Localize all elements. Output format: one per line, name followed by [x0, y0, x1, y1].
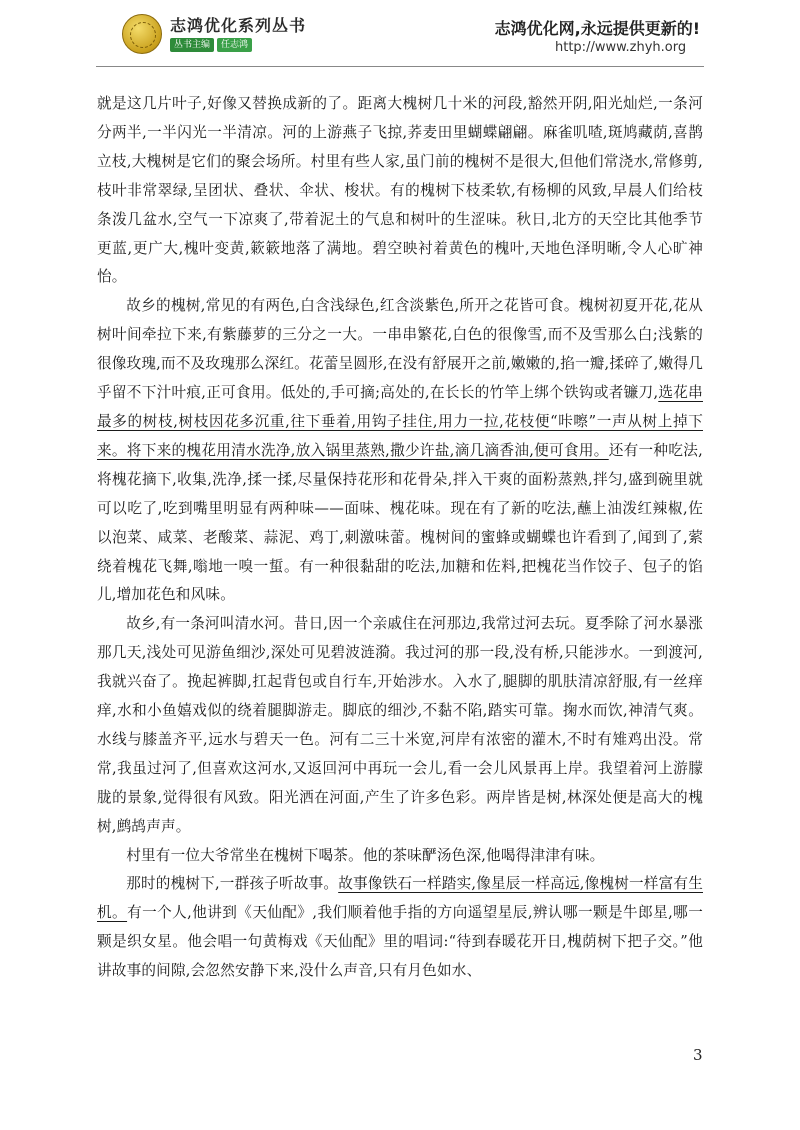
- body-paragraph: [97, 870, 703, 986]
- body-paragraph: [97, 842, 703, 871]
- paragraph-text: 故乡的槐树,常见的有两色,白含浅绿色,红含淡紫色,所开之花皆可食。槐树初夏开花,花从树叶间牵拉下来,有紫藤萝的三分之一大。一串串繁花,白色的很像雪,而不及雪那么白;浅紫的很像玫瑰,而不及玫瑰那么深红。花蕾呈圆形,在没有舒展开之前,嫩嫩的,掐一瓣,揉碎了,嫩得几乎留不下汁叶痕,正可食用。低处的,手可摘;高处的,在长长的竹竿上绑个铁钩或者镰刀,: [97, 297, 703, 402]
- paragraph-text: 故乡,有一条河叫清水河。昔日,因一个亲戚住在河那边,我常过河去玩。夏季除了河水暴涨那几天,浅处可见游鱼细沙,深处可见碧波涟漪。我过河的那一段,没有桥,只能涉水。一到渡河,我就兴奋了。挽起裤脚,扛起背包或自行车,开始涉水。入水了,腿脚的肌肤清凉舒服,有一丝痒痒,水和小鱼嬉戏似的绕着腿脚游走。脚底的细沙,不黏不陷,踏实可靠。掬水而饮,神清气爽。水线与膝盖齐平,远水与碧天一色。河有二三十米宽,河岸有浓密的灌木,不时有雉鸡出没。常常,我虽过河了,但喜欢这河水,又返回河中再玩一会儿,看一会儿风景再上岸。我望着河上游朦胧的景象,觉得很有风致。阳光洒在河面,产生了许多色彩。两岸皆是树,林深处便是高大的槐树,鹧鸪声声。: [97, 615, 703, 835]
- site-slogan: 志鸿优化网,永远提供更新的!: [494, 19, 700, 38]
- paragraph-text: 就是这几片叶子,好像又替换成新的了。距离大槐树几十米的河段,豁然开阴,阳光灿烂,一条河分两半,一半闪光一半清凉。河的上游燕子飞掠,荞麦田里蝴蝶翩翩。麻雀叽喳,斑鸠藏荫,喜鹊立枝,大槐树是它们的聚会场所。村里有些人家,虽门前的槐树不是很大,但他们常浇水,常修剪,枝叶非常翠绿,呈团状、叠状、伞状、梭状。有的槐树下枝柔软,有杨柳的风致,早晨人们给枝条泼几盆水,空气一下凉爽了,带着泥土的气息和树叶的生涩味。秋日,北方的天空比其他季节更蓝,更广大,槐叶变黄,簌簌地落了满地。碧空映衬着黄色的槐叶,天地色泽明晰,令人心旷神怡。: [97, 95, 703, 286]
- paragraph-text: 有一个人,他讲到《天仙配》,我们顺着他手指的方向遥望星辰,辨认哪一颗是牛郎星,哪一颗是织女星。他会唱一句黄梅戏《天仙配》里的唱词:“待到春暖花开日,槐荫树下把子交。”他讲故事的间隙,会忽然安静下来,没什么声音,只有月色如水、: [97, 904, 704, 980]
- page-header: [0, 0, 800, 70]
- underlined-sentence: 选花串最多的树枝,树枝因花多沉重,往下垂着,用钩子挂住,用力一拉,花枝便“咔嚓”一声从树上掉下来。将下来的槐花用清水洗净,放入锅里蒸熟,撒少许盐,滴几滴香油,便可食用。: [97, 384, 703, 459]
- editor-label: 丛书主编: [170, 38, 214, 52]
- body-paragraph: [97, 90, 703, 292]
- series-title: 志鸿优化系列丛书: [170, 16, 307, 35]
- paragraph-text: 村里有一位大爷常坐在槐树下喝茶。他的茶味酽汤色深,他喝得津津有味。: [126, 846, 605, 864]
- underlined-sentence: 故事像铁石一样踏实,像星辰一样高远,像槐树一样富有生机。: [97, 875, 703, 922]
- editor-name: 任志鸿: [217, 38, 252, 52]
- page-number: 3: [693, 1046, 703, 1064]
- header-divider: [96, 66, 704, 67]
- paragraph-text: 还有一种吃法,将槐花摘下,收集,洗净,揉一揉,尽量保持花形和花骨朵,拌入干爽的面粉蒸熟,拌匀,盛到碗里就可以吃了,吃到嘴里明显有两种味——面味、槐花味。现在有了新的吃法,蘸上油泼红辣椒,佐以泡菜、咸菜、老酸菜、蒜泥、鸡丁,刺激味蕾。槐树间的蜜蜂或蝴蝶也许看到了,闻到了,萦绕着槐花飞舞,嗡地一嗅一蜇。有一种很黏甜的吃法,加糖和佐料,把槐花当作饺子、包子的馅儿,增加花色和风味。: [97, 441, 703, 604]
- site-url[interactable]: http://www.zhyh.org: [555, 40, 687, 55]
- series-logo-icon: [122, 14, 162, 54]
- editor-credit: [170, 38, 252, 52]
- paragraph-text: 那时的槐树下,一群孩子听故事。: [126, 875, 339, 893]
- body-paragraph: [97, 610, 703, 841]
- article-body: [97, 90, 703, 986]
- body-paragraph: [97, 292, 703, 610]
